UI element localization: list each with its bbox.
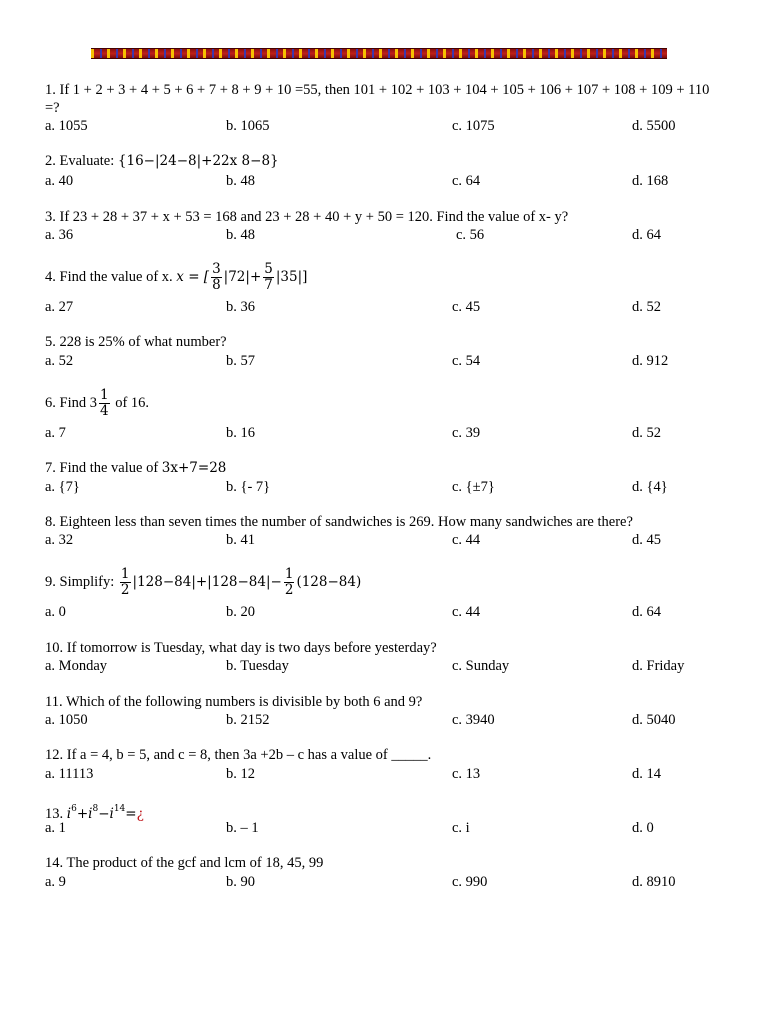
- options-4: [45, 298, 725, 316]
- option-c[interactable]: c. 45: [452, 299, 481, 315]
- math-expression: 3x+7=28: [161, 460, 227, 476]
- option-d[interactable]: d. 52: [632, 299, 661, 315]
- option-c[interactable]: c. {±7}: [452, 479, 495, 495]
- math-term: (128−84): [296, 573, 362, 590]
- options-8: [45, 531, 725, 549]
- question-text-after: of 16.: [111, 394, 150, 411]
- options-12: [45, 765, 725, 783]
- option-a[interactable]: a. 52: [45, 353, 74, 369]
- option-b[interactable]: b. 2152: [226, 712, 270, 728]
- option-a[interactable]: a. Monday: [45, 658, 108, 674]
- question-text: 4. Find the value of x.: [45, 268, 177, 285]
- options-2: [45, 172, 725, 190]
- question-1: 1. If 1 + 2 + 3 + 4 + 5 + 6 + 7 + 8 + 9 + 10 =55, then 101 + 102 + 103 + 104 + 105 + 106 + 107 + 108 + 109 + 110 =?: [45, 82, 710, 116]
- option-c[interactable]: c. 44: [452, 604, 481, 620]
- option-d[interactable]: d. {4}: [632, 479, 668, 495]
- option-b[interactable]: b. 1065: [226, 118, 270, 134]
- option-a[interactable]: a. 7: [45, 425, 66, 441]
- question-text: 7. Find the value of: [45, 460, 162, 476]
- option-a[interactable]: a. 40: [45, 173, 74, 189]
- option-a[interactable]: a. 1: [45, 820, 66, 836]
- options-13: [45, 819, 725, 837]
- option-a[interactable]: a. 36: [45, 227, 74, 243]
- option-c[interactable]: c. 56: [456, 227, 485, 243]
- question-text: 13.: [45, 806, 67, 822]
- option-d[interactable]: d. 14: [632, 766, 661, 782]
- option-c[interactable]: c. Sunday: [452, 658, 510, 674]
- fraction: $\frac{1}{4}$: [99, 387, 109, 419]
- option-d[interactable]: d. 5500: [632, 118, 676, 134]
- fraction: $\frac{3}{8}$: [212, 261, 221, 293]
- question-text: 6. Find 3: [45, 394, 97, 411]
- fraction: $\frac{1}{2}$: [284, 566, 294, 598]
- option-a[interactable]: a. 1050: [45, 712, 88, 728]
- option-c[interactable]: c. 13: [452, 766, 481, 782]
- option-b[interactable]: b. 20: [226, 604, 255, 620]
- options-3: [45, 226, 725, 244]
- question-6: [45, 388, 725, 419]
- option-c[interactable]: c. 3940: [452, 712, 495, 728]
- question-5: 5. 228 is 25% of what number?: [45, 334, 227, 350]
- question-14: 14. The product of the gcf and lcm of 18, 45, 99: [45, 855, 324, 871]
- options-11: [45, 711, 725, 729]
- options-1: [45, 117, 725, 135]
- question-7: [45, 459, 725, 477]
- option-d[interactable]: d. 5040: [632, 712, 676, 728]
- option-a[interactable]: a. 11113: [45, 766, 94, 782]
- options-14: [45, 873, 725, 891]
- option-b[interactable]: b. 12: [226, 766, 255, 782]
- option-d[interactable]: d. Friday: [632, 658, 685, 674]
- options-9: [45, 603, 725, 621]
- option-d[interactable]: d. 64: [632, 227, 661, 243]
- question-12: 12. If a = 4, b = 5, and c = 8, then 3a +2b – c has a value of _____.: [45, 747, 432, 763]
- options-10: [45, 657, 725, 675]
- option-c[interactable]: c. 44: [452, 532, 481, 548]
- option-b[interactable]: b. 41: [226, 532, 255, 548]
- option-c[interactable]: c. 990: [452, 874, 488, 890]
- option-b[interactable]: b. 57: [226, 353, 255, 369]
- question-10: 10. If tomorrow is Tuesday, what day is two days before yesterday?: [45, 640, 437, 656]
- math-expression: $i^6+i^8-i^{14}=¿$: [66, 804, 144, 822]
- options-6: [45, 424, 725, 442]
- option-d[interactable]: d. 52: [632, 425, 661, 441]
- option-c[interactable]: c. 39: [452, 425, 481, 441]
- option-d[interactable]: d. 912: [632, 353, 669, 369]
- option-c[interactable]: c. i: [452, 820, 470, 836]
- option-a[interactable]: a. {7}: [45, 479, 80, 495]
- option-d[interactable]: d. 8910: [632, 874, 676, 890]
- question-11: 11. Which of the following numbers is divisible by both 6 and 9?: [45, 694, 423, 710]
- option-a[interactable]: a. 27: [45, 299, 74, 315]
- option-d[interactable]: d. 64: [632, 604, 661, 620]
- option-a[interactable]: a. 1055: [45, 118, 88, 134]
- question-3: 3. If 23 + 28 + 37 + x + 53 = 168 and 23 + 28 + 40 + y + 50 = 120. Find the value of x- y?: [45, 209, 569, 225]
- math-expression: {16−|24−8|+22x 8−8}: [117, 153, 279, 169]
- math-term: |35|]: [275, 268, 308, 285]
- options-5: [45, 352, 725, 370]
- option-a[interactable]: a. 0: [45, 604, 66, 620]
- option-c[interactable]: c. 64: [452, 173, 481, 189]
- option-d[interactable]: d. 168: [632, 173, 669, 189]
- option-c[interactable]: c. 54: [452, 353, 481, 369]
- question-text: 9. Simplify:: [45, 573, 118, 590]
- question-text: 2. Evaluate:: [45, 153, 118, 169]
- option-c[interactable]: c. 1075: [452, 118, 495, 134]
- option-d[interactable]: d. 0: [632, 820, 654, 836]
- question-2: [45, 152, 725, 170]
- decorative-banner: [91, 48, 667, 59]
- question-8: 8. Eighteen less than seven times the number of sandwiches is 269. How many sandwiches are there?: [45, 514, 633, 530]
- option-b[interactable]: b. 48: [226, 227, 255, 243]
- question-9: [45, 567, 725, 598]
- option-d[interactable]: d. 45: [632, 532, 661, 548]
- fraction: $\frac{5}{7}$: [264, 261, 273, 293]
- math-term: |128−84|+|128−84|−: [132, 573, 282, 590]
- options-7: [45, 478, 725, 496]
- option-a[interactable]: a. 9: [45, 874, 66, 890]
- option-b[interactable]: b. 16: [226, 425, 255, 441]
- question-4: [45, 262, 725, 293]
- fraction: $\frac{1}{2}$: [120, 566, 130, 598]
- math-lhs: x = [: [176, 268, 210, 285]
- option-a[interactable]: a. 32: [45, 532, 74, 548]
- option-b[interactable]: b. Tuesday: [226, 658, 289, 674]
- option-b[interactable]: b. {- 7}: [226, 479, 271, 495]
- option-b[interactable]: b. – 1: [226, 820, 259, 836]
- option-b[interactable]: b. 90: [226, 874, 255, 890]
- option-b[interactable]: b. 36: [226, 299, 255, 315]
- option-b[interactable]: b. 48: [226, 173, 255, 189]
- math-term: |72|+: [223, 268, 262, 285]
